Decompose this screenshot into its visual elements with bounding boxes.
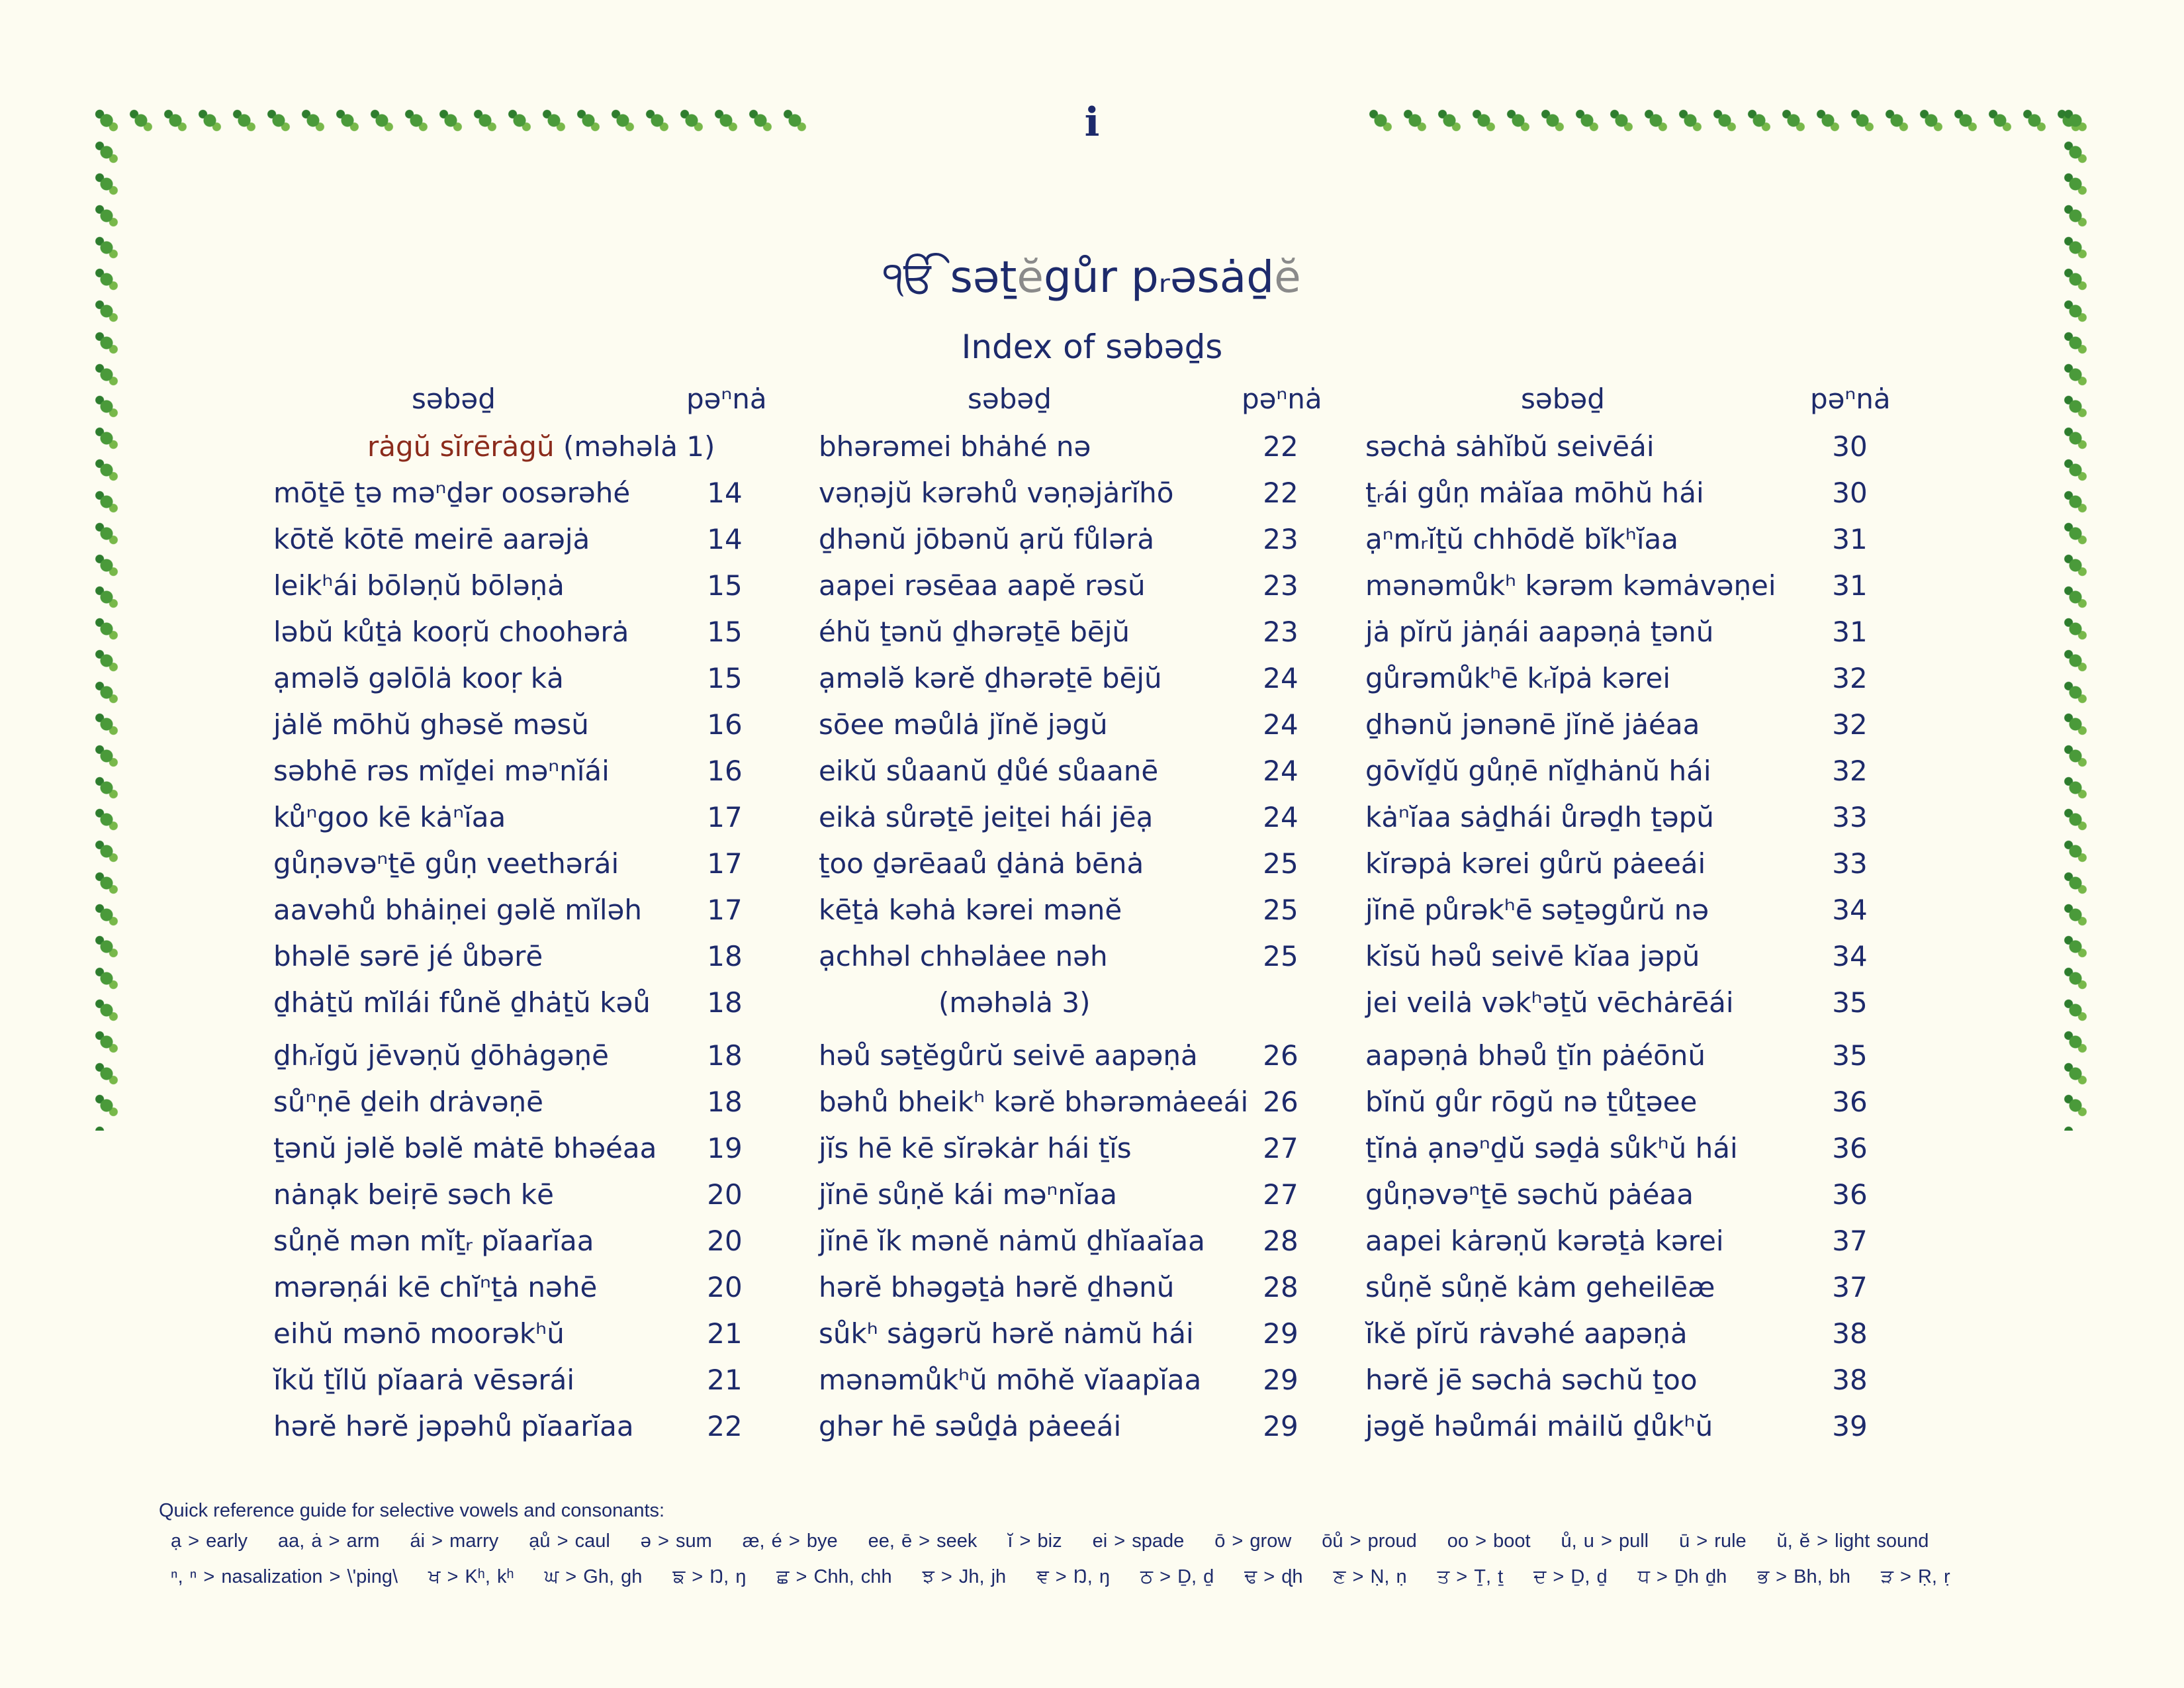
legend-item: ਘ > Gh, gh [544, 1566, 643, 1587]
page-number-cell: 28 [1263, 1225, 1298, 1257]
sabad-title: ghər hē səůḏȧ pȧeeái [819, 1410, 1122, 1442]
sabad-title: jȧ pĭrŭ jȧṇái aapəṇȧ ṯənŭ [1365, 616, 1714, 648]
legend-heading: Quick reference guide for selective vowels and consonants: [159, 1500, 665, 1521]
sabad-title: jĭnē půrəkʰē səṯəgůrŭ nə [1365, 894, 1709, 926]
page-number-cell: 36 [1832, 1178, 1868, 1211]
sabad-title: sōee məůlȧ jĭnĕ jəgŭ [819, 708, 1108, 741]
section-raag-label: rȧgŭ sĭrērȧgŭ (məhəlȧ 1) [367, 430, 715, 463]
page-number-cell: 25 [1263, 940, 1298, 972]
sabad-title: ṯənŭ jəlĕ bəlĕ mȧtē bhəéaa [273, 1132, 657, 1164]
sabad-title: ṯoo ḏərēaaů ḏȧnȧ bēnȧ [819, 847, 1144, 880]
sabad-title: vəṇəjŭ kərəhů vəṇəjȧrĭhō [819, 477, 1174, 509]
page-number-cell: 35 [1832, 1039, 1868, 1072]
page-number-cell: 20 [707, 1271, 743, 1303]
sabad-title: ḏhᵣĭgŭ jēvəṇŭ ḏōhȧgəṇē [273, 1039, 609, 1072]
page-number-cell: 24 [1263, 755, 1298, 787]
legend-item: oo > boot [1447, 1530, 1531, 1552]
page-number-cell: 15 [707, 616, 743, 648]
legend-item: ਙ > Ŋ, ŋ [672, 1566, 747, 1587]
page-number-cell: 34 [1832, 940, 1868, 972]
sabad-title: ḏhənŭ jōbənŭ ạrŭ fůlərȧ [819, 523, 1155, 555]
sabad-title: kȧⁿĭaa sȧḏhái ůrəḏh ṯəpŭ [1365, 801, 1714, 833]
sabad-title: hərĕ jē səchȧ səchŭ ṯoo [1365, 1364, 1698, 1396]
legend-item: ਛ > Chh, chh [776, 1566, 892, 1587]
sabad-title: sůṇĕ sůṇĕ kȧm geheilēæ [1365, 1271, 1715, 1303]
page-number-cell: 18 [707, 940, 743, 972]
page-number-cell: 29 [1263, 1364, 1298, 1396]
page-number-cell: 18 [707, 1086, 743, 1118]
legend-item: ōů > proud [1322, 1530, 1417, 1552]
sabad-title: mōṯē ṯə məⁿḏər oosərəhé [273, 477, 631, 509]
page-number-cell: 23 [1263, 616, 1298, 648]
legend-item: ਞ > Ŋ, ŋ [1036, 1566, 1110, 1587]
sabad-title: bəhů bheikʰ kərĕ bhərəmȧeeái [819, 1086, 1249, 1118]
page-number-cell: 27 [1263, 1132, 1298, 1164]
sabad-title: səbhē rəs mĭḏei məⁿnĭái [273, 755, 610, 787]
sabad-title: bhəlē sərē jé ůbərē [273, 940, 543, 972]
page-number-cell: 36 [1832, 1132, 1868, 1164]
legend-item: ee, ē > seek [868, 1530, 978, 1552]
legend-vowels [171, 1530, 1959, 1552]
legend-item: ੜ > Ṛ, ṛ [1880, 1566, 1950, 1587]
page-number: i [1084, 99, 1100, 146]
page-number-cell: 17 [707, 847, 743, 880]
page-number-cell: 39 [1832, 1410, 1868, 1442]
page-number-cell: 32 [1832, 708, 1868, 741]
sabad-title: hərĕ bhəgəṯȧ hərĕ ḏhənŭ [819, 1271, 1175, 1303]
page-number-cell: 25 [1263, 894, 1298, 926]
sabad-title: bĭnŭ gůr rōgŭ nə ṯůṯəee [1365, 1086, 1698, 1118]
sabad-title: aapei rəsēaa aapĕ rəsŭ [819, 569, 1146, 602]
page-number-cell: 31 [1832, 616, 1868, 648]
page-number-cell: 22 [707, 1410, 743, 1442]
sabad-title: jəgĕ həůmái mȧilŭ ḏůkʰŭ [1365, 1410, 1713, 1442]
sabad-title: sůⁿṇē ḏeih drȧvəṇē [273, 1086, 544, 1118]
sabad-title: eihŭ mənō moorəkʰŭ [273, 1317, 565, 1350]
page-number-cell: 15 [707, 569, 743, 602]
page-number-cell: 18 [707, 1039, 743, 1072]
page-number-cell: 29 [1263, 1410, 1298, 1442]
page-number-cell: 14 [707, 477, 743, 509]
page-number-cell: 16 [707, 708, 743, 741]
section-mahala-3-label: (məhəlȧ 3) [938, 986, 1091, 1019]
page-number-cell: 26 [1263, 1039, 1298, 1072]
column-2-header-page: pəⁿnȧ [1242, 383, 1322, 415]
page-number-cell: 24 [1263, 662, 1298, 694]
page-number-cell: 31 [1832, 523, 1868, 555]
sabad-title: nȧnạk beiṛē səch kē [273, 1178, 554, 1211]
sabad-title: kĭrəpȧ kərei gůrŭ pȧeeái [1365, 847, 1706, 880]
sabad-title: jĭnē sůṇĕ kái məⁿnĭaa [819, 1178, 1118, 1211]
column-2-header-title: səbəḏ [968, 383, 1052, 415]
floral-border-top-left [89, 105, 817, 138]
page-number-cell: 20 [707, 1178, 743, 1211]
sabad-title: jei veilȧ vəkʰəṯŭ vēchȧrēái [1365, 986, 1734, 1019]
sabad-title: eikȧ sůrəṯē jeiṯei hái jēạ [819, 801, 1154, 833]
page-number-cell: 30 [1832, 430, 1868, 463]
legend-item: ạů > caul [529, 1530, 610, 1552]
sabad-title: ḏhȧṯŭ mĭlái fůnĕ ḏhȧṯŭ kəů [273, 986, 651, 1019]
legend-item: ạ > early [171, 1530, 248, 1552]
page-number-cell: 23 [1263, 569, 1298, 602]
floral-border-top-right [1363, 105, 2088, 138]
sabad-title: sůkʰ sȧgərŭ hərĕ nȧmŭ hái [819, 1317, 1194, 1350]
sabad-title: éhŭ ṯənŭ ḏhərəṯē bējŭ [819, 616, 1130, 648]
sabad-title: kōtĕ kōtē meirē aarəjȧ [273, 523, 590, 555]
sabad-title: jĭnē ĭk mənĕ nȧmŭ ḏhĭaaĭaa [819, 1225, 1205, 1257]
column-3-header-page: pəⁿnȧ [1810, 383, 1891, 415]
page-number-cell: 25 [1263, 847, 1298, 880]
sabad-title: kůⁿgoo kē kȧⁿĭaa [273, 801, 506, 833]
legend-item: ਣ > Ṇ, ṇ [1333, 1566, 1407, 1587]
sabad-title: ạⁿmᵣĭṯŭ chhōdĕ bĭkʰĭaa [1365, 523, 1679, 555]
legend-consonants [171, 1566, 1981, 1588]
sabad-title: gůrəmůkʰē kᵣĭpȧ kərei [1365, 662, 1671, 694]
page-number-cell: 21 [707, 1317, 743, 1350]
page-number-cell: 36 [1832, 1086, 1868, 1118]
sabad-title: kēṯȧ kəhȧ kərei mənĕ [819, 894, 1122, 926]
page-number-cell: 19 [707, 1132, 743, 1164]
page-number-cell: 14 [707, 523, 743, 555]
sabad-title: səchȧ sȧhĭbŭ seivēái [1365, 430, 1655, 463]
legend-item: ਝ > Jh, jh [922, 1566, 1007, 1587]
sabad-title: aapəṇȧ bhəů ṯĭn pȧéōnŭ [1365, 1039, 1706, 1072]
sabad-title: jȧlĕ mōhŭ ghəsĕ məsŭ [273, 708, 589, 741]
page-number-cell: 34 [1832, 894, 1868, 926]
page-number-cell: 24 [1263, 801, 1298, 833]
legend-item: ə > sum [640, 1530, 712, 1552]
sabad-title: gůṇəvəⁿṯē gůṇ veethərái [273, 847, 619, 880]
page-number-cell: 33 [1832, 801, 1868, 833]
page-number-cell: 29 [1263, 1317, 1298, 1350]
sabad-title: bhərəmei bhȧhé nə [819, 430, 1091, 463]
sabad-title: aavəhů bhȧiṇei gəlĕ mĭləh [273, 894, 642, 926]
page-number-cell: 38 [1832, 1364, 1868, 1396]
sabad-title: jĭs hē kē sĭrəkȧr hái ṯĭs [819, 1132, 1132, 1164]
sabad-title: hərĕ hərĕ jəpəhů pĭaarĭaa [273, 1410, 634, 1442]
page-number-cell: 32 [1832, 662, 1868, 694]
legend-item: ਢ > ɖh [1244, 1566, 1303, 1587]
page-number-cell: 30 [1832, 477, 1868, 509]
legend-item: ů, u > pull [1561, 1530, 1649, 1552]
sabad-title: aapei kȧrəṇŭ kərəṯȧ kərei [1365, 1225, 1724, 1257]
legend-item: ái > marry [410, 1530, 499, 1552]
sabad-title: ĭkŭ ṯĭlŭ pĭaarȧ vēsərái [273, 1364, 574, 1396]
sabad-title: mərəṇái kē chĭⁿṯȧ nəhē [273, 1271, 598, 1303]
legend-item: ō > grow [1214, 1530, 1292, 1552]
sabad-title: ạchhəl chhəlȧee nəh [819, 940, 1108, 972]
sabad-title: həů səṯĕgůrŭ seivē aapəṇȧ [819, 1039, 1198, 1072]
legend-item: ਭ > Bh, bh [1757, 1566, 1850, 1587]
page-number-cell: 31 [1832, 569, 1868, 602]
column-1-header-title: səbəḏ [412, 383, 496, 415]
legend-item: ⁿ, ⁿ > nasalization > \'ping\ [171, 1566, 398, 1587]
page-number-cell: 28 [1263, 1271, 1298, 1303]
page-number-cell: 20 [707, 1225, 743, 1257]
page-number-cell: 21 [707, 1364, 743, 1396]
index-subtitle: Index of səbəḏs [961, 328, 1223, 366]
sabad-title: ṯĭnȧ ạnəⁿḏŭ səḏȧ sůkʰŭ hái [1365, 1132, 1738, 1164]
page-number-cell: 37 [1832, 1225, 1868, 1257]
legend-item: ਖ > Kʰ, kʰ [428, 1566, 514, 1587]
legend-item: ĭ > biz [1007, 1530, 1062, 1552]
sabad-title: leikʰái bōləṇŭ bōləṇȧ [273, 569, 565, 602]
page-number-cell: 33 [1832, 847, 1868, 880]
page-number-cell: 17 [707, 894, 743, 926]
page-number-cell: 17 [707, 801, 743, 833]
legend-item: æ, é > bye [742, 1530, 838, 1552]
page-number-cell: 35 [1832, 986, 1868, 1019]
sabad-title: ləbŭ kůṯȧ kooṛŭ choohərȧ [273, 616, 629, 648]
page-number-cell: 16 [707, 755, 743, 787]
legend-item: ਤ > Ṯ, ṯ [1437, 1566, 1504, 1587]
legend-item: ਧ > Ḏh ḏh [1637, 1566, 1727, 1587]
page-number-cell: 26 [1263, 1086, 1298, 1118]
page-number-cell: 37 [1832, 1271, 1868, 1303]
page-number-cell: 18 [707, 986, 743, 1019]
column-3-header-title: səbəḏ [1521, 383, 1605, 415]
page-number-cell: 38 [1832, 1317, 1868, 1350]
sabad-title: mənəmůkʰ kərəm kəmȧvəṇei [1365, 569, 1776, 602]
sabad-title: gůṇəvəⁿṯē səchŭ pȧéaa [1365, 1178, 1694, 1211]
legend-item: aa, ȧ > arm [278, 1530, 380, 1552]
sabad-title: eikŭ sůaanŭ ḏůé sůaanē [819, 755, 1159, 787]
page-number-cell: 23 [1263, 523, 1298, 555]
legend-item: ŭ, ĕ > light sound [1776, 1530, 1929, 1552]
page-number-cell: 32 [1832, 755, 1868, 787]
sabad-title: ĭkĕ pĭrŭ rȧvəhé aapəṇȧ [1365, 1317, 1688, 1350]
legend-item: ū > rule [1679, 1530, 1747, 1552]
legend-item: ei > spade [1092, 1530, 1185, 1552]
page-title: ੴ səṯĕgůr pᵣəsȧḏĕ [883, 252, 1301, 303]
sabad-title: kĭsŭ həů seivē kĭaa jəpŭ [1365, 940, 1700, 972]
sabad-title: mənəmůkʰŭ mōhĕ vĭaapĭaa [819, 1364, 1202, 1396]
page-number-cell: 27 [1263, 1178, 1298, 1211]
sabad-title: sůṇĕ mən mĭṯᵣ pĭaarĭaa [273, 1225, 594, 1257]
sabad-title: ạmələ̆ gəlōlȧ kooṛ kȧ [273, 662, 564, 694]
legend-item: ਦ > Ḏ, ḏ [1533, 1566, 1608, 1587]
sabad-title: ḏhənŭ jənənē jĭnĕ jȧéaa [1365, 708, 1700, 741]
page-number-cell: 15 [707, 662, 743, 694]
column-1-header-page: pəⁿnȧ [686, 383, 767, 415]
legend-item: ਠ > Ḏ, ḏ [1140, 1566, 1214, 1587]
sabad-title: ṯᵣái gůṇ mȧĭaa mōhŭ hái [1365, 477, 1704, 509]
page-number-cell: 22 [1263, 430, 1298, 463]
sabad-title: ạmələ̆ kərĕ ḏhərəṯē bējŭ [819, 662, 1162, 694]
page-number-cell: 24 [1263, 708, 1298, 741]
page-number-cell: 22 [1263, 477, 1298, 509]
sabad-title: gōvĭḏŭ gůṇē nĭḏhȧnŭ hái [1365, 755, 1711, 787]
